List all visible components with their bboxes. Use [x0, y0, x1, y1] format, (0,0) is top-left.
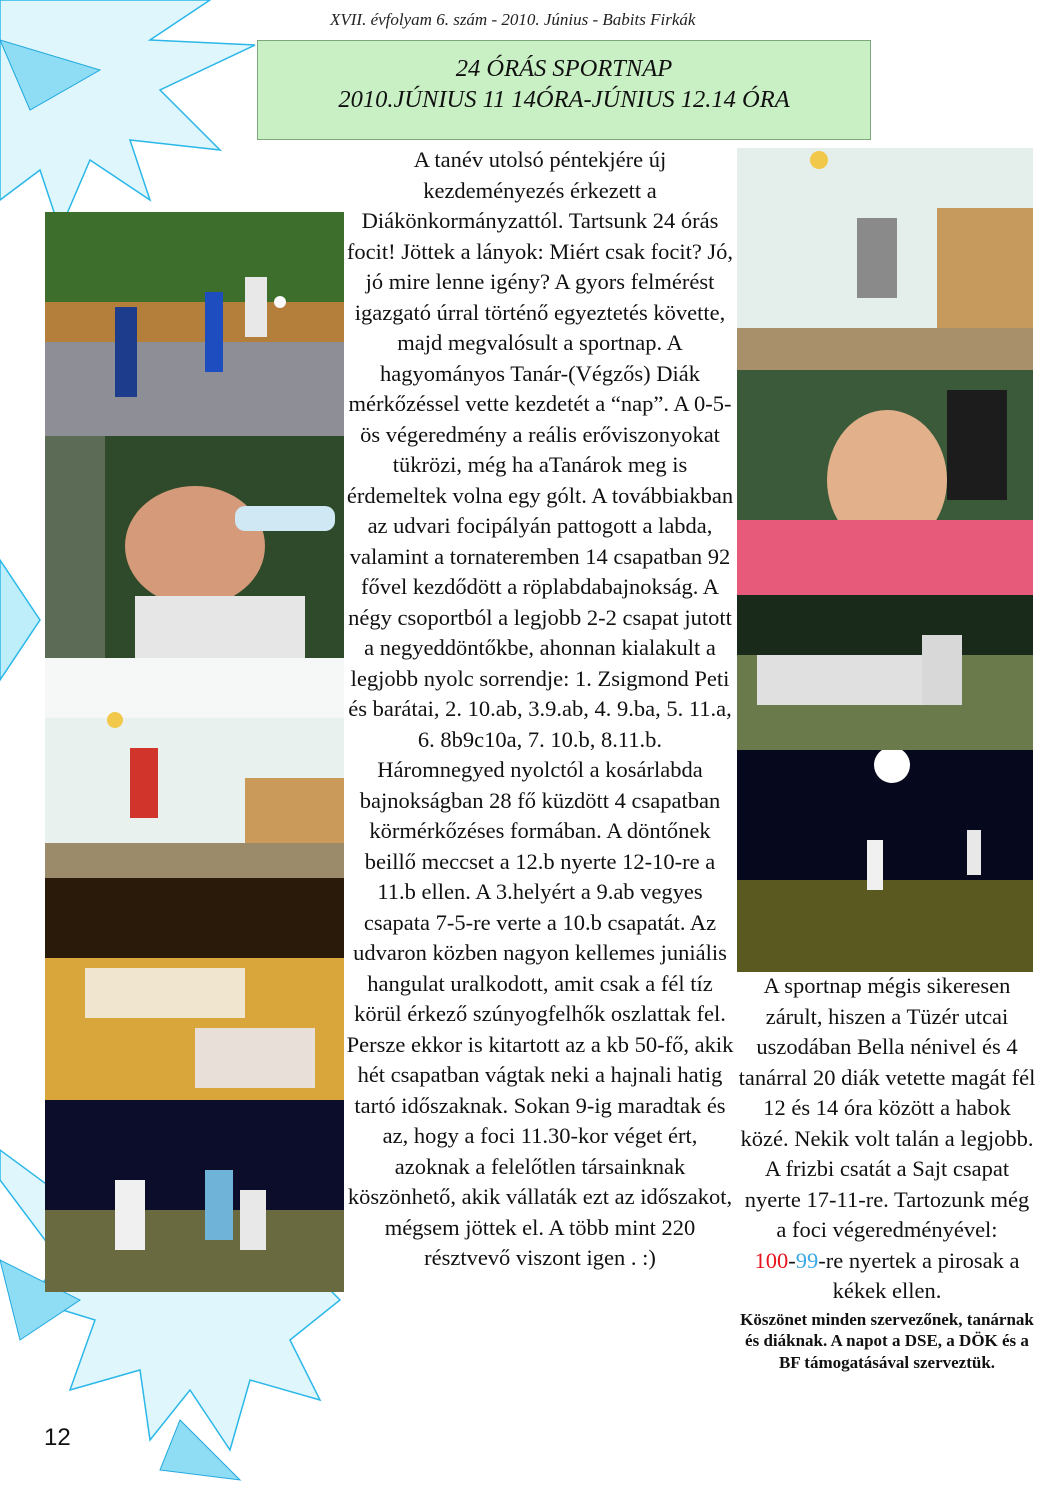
- photo-volleyball-gym: [45, 658, 344, 878]
- score-tail: -re nyertek a pirosak a kékek ellen.: [818, 1247, 1020, 1303]
- photo-outdoor-football: [45, 212, 344, 436]
- article-title-box: [257, 40, 871, 140]
- title-line-1: 24 ÓRÁS SPORTNAP: [455, 55, 673, 82]
- article-paragraph-2: Háromnegyed nyolctól a kosárlabda bajnokságban 28 fő küzdött 4 csapatban körmérkőzéses formában. A döntőnek beillő meccset a 12.b nyerte 12-10-re a 11.b ellen. A 3.helyért a 9.ab vegyes csapata 7-5-re verte a 10.b csapatát. Az udvaron közben nagyon kellemes juniális hangulat uralkodott, amit csak a fél tíz körül érkező szúnyogfelhők oszlattak fel. Persze ekkor is kitartott az a kb 50-fő, akik hét csapatban vágtak neki a hajnali hatig tartó időszaknak. Sokan 9-ig maradtak és az, hogy a foci 11.30-kor véget ért, azoknak a felelőtlen társainknak köszönhető, akik vállaták ezt az időszakot, mégsem jöttek el. A több mint 220 résztvevő viszont igen . :): [346, 757, 734, 1270]
- photo-crowd-seated: [737, 595, 1033, 750]
- photo-teacher-drinking: [45, 436, 344, 658]
- score-red: 100: [754, 1247, 789, 1273]
- page-number: 12: [44, 1424, 71, 1451]
- football-score: [737, 1246, 1037, 1307]
- photo-night-football: [45, 1100, 344, 1292]
- title-line-2: 2010.JÚNIUS 11 14ÓRA-JÚNIUS 12.14 ÓRA: [338, 86, 790, 113]
- article-paragraph-1: A tanév utolsó péntekjére új kezdeményezés érkezett a Diákönkormányzattól. Tartsunk 24 órás focit! Jöttek a lányok: Miért csak focit? Jó, jó mire lenne igény? A gyors felmérést igazgató úrral történő egyeztetés követte, majd megvalósult a sportnap. A hagyományos Tanár-(Végzős) Diák mérkőzéssel vette kezdetét a “nap”. A 0-5-ös végeredmény a reális erőviszonyokat tükrözi, még ha aTanárok meg is érdemeltek volna egy gólt. A továbbiakban az udvari focipályán pattogott a labda, valamint a tornateremben 14 csapatban 92 fővel kezdődött a röplabdabajnokság. A négy csoportból a legjobb 2-2 csapat jutott a negyeddöntőkbe, ahonnan kialakult a legjobb nyolc sorrendje: 1. Zsigmond Peti és barátai, 2. 10.ab, 3.9.ab, 4. 9.ba, 5. 11.a, 6. 8b9c10a, 7. 10.b, 8.11.b.: [346, 147, 734, 752]
- right-text-column: [737, 971, 1037, 1373]
- score-blue: 99: [795, 1247, 819, 1273]
- right-paragraph: A sportnap mégis sikeresen zárult, hiszen a Tüzér utcai uszodában Bella nénivel és 4 tanárral 20 diák vetette magát fél 12 és 14 óra között a habok közé. Nekik volt talán a legjobb. A frizbi csatát a Sajt csapat nyerte 17-11-re. Tartozunk még a foci végeredményével:: [738, 973, 1036, 1242]
- thanks-note: Köszönet minden szervezőnek, tanárnak és diáknak. A napot a DSE, a DÖK és a BF támogatásával szerveztük.: [740, 1309, 1034, 1372]
- middle-text-column: [344, 145, 736, 1274]
- score-separator: -: [788, 1247, 796, 1273]
- issue-header: XVII. évfolyam 6. szám - 2010. Június - Babits Firkák: [330, 10, 696, 29]
- photo-evening-spectators: [45, 878, 344, 1100]
- photo-volleyball-jump: [737, 148, 1033, 370]
- photo-floodlit-pitch: [737, 750, 1033, 972]
- photo-spectator-girl: [737, 370, 1033, 595]
